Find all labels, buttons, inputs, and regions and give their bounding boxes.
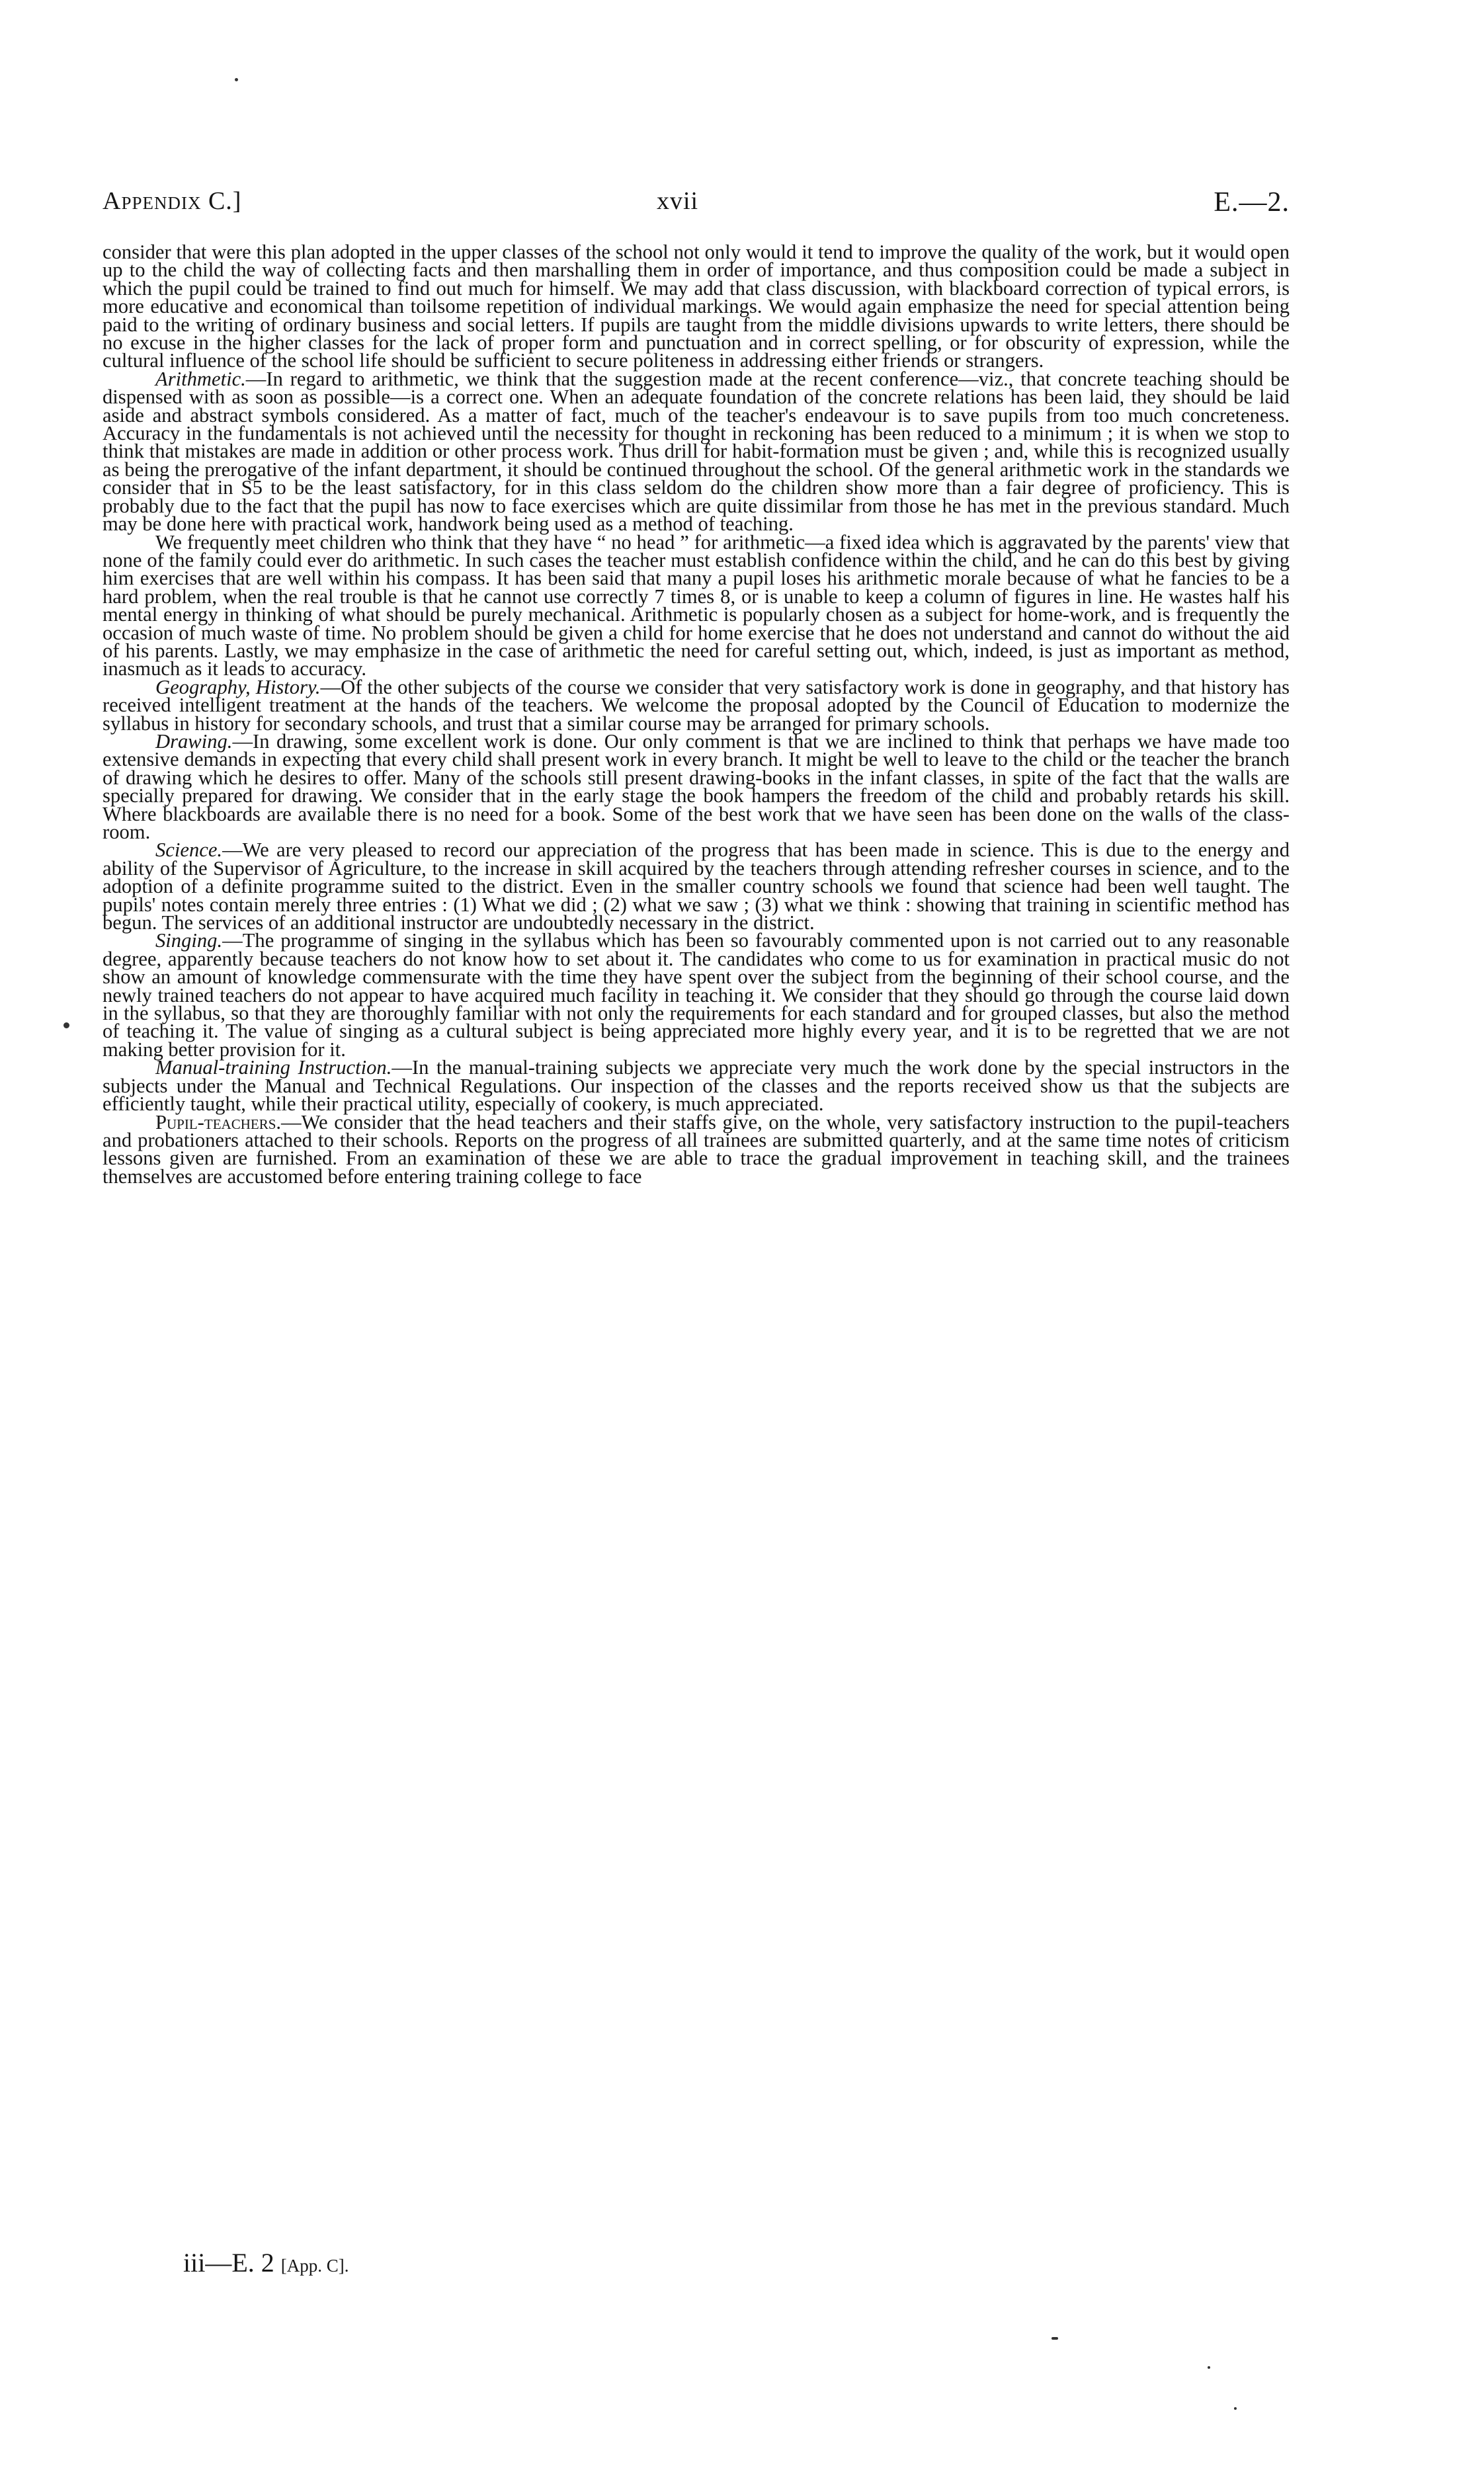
section-heading-manual-training: Manual-training Instruction.: [155, 1056, 392, 1079]
scan-speck: [1051, 2337, 1058, 2340]
paragraph-arithmetic: [103, 367, 1290, 536]
section-heading-geography-history: Geography, History.: [155, 675, 321, 698]
scan-speck: [1208, 2366, 1210, 2369]
section-heading-drawing: Drawing.: [155, 729, 233, 753]
signature-appendix: [App. C].: [280, 2256, 349, 2276]
paragraph-manual-training: [103, 1056, 1290, 1116]
header-report-code: E.—2.: [1214, 187, 1290, 218]
paragraph-text: —We consider that the head teachers and their staffs give, on the whole, very satisfactory instruction to the pupil-teachers and probationers attached to their schools. Reports on the progress of all trainees are submitted quarterly, and at the same time notes of criticism lessons given are furnished. From an examination of these we are able to trace the gradual improvement in teaching skill, and the trainees themselves are accustomed before entering training college to face: [103, 1110, 1290, 1188]
paragraph-geography-history: [103, 675, 1290, 735]
section-heading-singing: Singing.: [155, 929, 223, 952]
paragraph-text: consider that were this plan adopted in the upper classes of the school not only would it tend to improve the quality of the work, but it would open up to the child the way of collecting facts and then marshalling them in order of importance, and thus composition could be made a subject in which the pupil could be trained to find out much for himself. We may add that class discussion, with blackboard correction of typical errors, is more educative and economical than toilsome repetition of individual markings. We would again emphasize the need for special attention being paid to the writing of ordinary business and social letters. If pupils are taught from the middle divisions upwards to write letters, there should be no excuse in the higher classes for the lack of proper form and punctuation and in correct spelling, or for obscurity of expression, while the cultural influence of the school life should be sufficient to secure politeness in addressing either friends or strangers.: [103, 241, 1290, 372]
section-heading-arithmetic: Arithmetic.: [155, 367, 246, 390]
header-page-number: xvii: [657, 187, 699, 215]
body-text: [103, 243, 1290, 1186]
scan-speck: [235, 78, 238, 81]
paragraph-arithmetic-home-work: [103, 530, 1290, 680]
paragraph-text: —In regard to arithmetic, we think that the suggestion made at the recent conference—viz., that concrete teaching should be dispensed with as soon as possible—is a correct one. When an adequate foundation of the concrete relations has been laid, they should be laid aside and abstract symbols considered. As a matter of fact, much of the teacher's endeavour is to save pupils from too much concreteness. Accuracy in the fundamentals is not achieved until the necessity for thought in reckoning has been reduced to a minimum ; it is when we stop to think that mistakes are made in addition or other process work. Thus drill for habit-formation must be given ; and, while this is recognized usually as being the prerogative of the infant department, it should be continued throughout the school. Of the general arithmetic work in the standards we consider that in S5 to be the least satisfactory, for in this class seldom do the children show more than a fair degree of proficiency. This is probably due to the fact that the pupil has now to face exercises which are quite dissimilar from those he has met in the previous standard. Much may be done here with practical work, handwork being used as a method of teaching.: [103, 367, 1290, 536]
scan-speck: [63, 1022, 69, 1028]
signature-mark: iii—E. 2: [183, 2248, 274, 2278]
paragraph-text: —In the manual-training subjects we appreciate very much the work done by the special instructors in the subjects under the Manual and Technical Regulations. Our inspection of the classes and the reports received show us that the subjects are efficiently taught, while their practical utility, especially of cookery, is much appreciated.: [103, 1056, 1290, 1116]
page-header: [103, 186, 1290, 226]
paragraph-composition-continued: [103, 243, 1290, 370]
paragraph-science: [103, 841, 1290, 932]
paragraph-text: —Of the other subjects of the course we consider that very satisfactory work is done in geography, and that history has received intelligent treatment at the hands of the teachers. We welcome the proposal adopted by the Council of Education to modernize the syllabus in history for secondary schools, and trust that a similar course may be arranged for primary schools.: [103, 675, 1290, 735]
section-heading-science: Science.: [155, 839, 223, 862]
section-heading-pupil-teachers: Pupil-teachers.: [155, 1110, 282, 1133]
paragraph-text: —The programme of singing in the syllabus which has been so favourably commented upon is not carried out to any reasonable degree, apparently because teachers do not know how to set about it. The candidates who come to us for examination in practical music do not show an amount of knowledge commensurate with the time they have spent over the subject from the beginning of their school course, and the newly trained teachers do not appear to have acquired much facility in teaching it. We consider that they should go through the course laid down in the syllabus, so that they are thoroughly familiar with not only the requirements for each standard and for grouped classes, but also the method of teaching it. The value of singing as a cultural subject is being appreciated more highly every year, and it is to be regretted that we are not making better provision for it.: [103, 929, 1290, 1061]
paragraph-drawing: [103, 729, 1290, 843]
header-appendix-label: Appendix C.]: [103, 187, 242, 215]
paragraph-singing: [103, 929, 1290, 1061]
paragraph-pupil-teachers: [103, 1110, 1290, 1188]
printer-signature: [183, 2247, 349, 2278]
paragraph-text: —In drawing, some excellent work is done. Our only comment is that we are inclined to think that perhaps we have made too extensive demands in expecting that every child shall present work in every branch. It might be well to leave to the child or the teacher the branch of drawing which he desires to offer. Many of the schools still present drawing-books in the infant classes, in spite of the fact that the walls are specially prepared for drawing. We consider that in the early stage the book hampers the freedom of the child and probably retards his skill. Where blackboards are available there is no need for a book. Some of the best work that we have seen has been done on the walls of the class-room.: [103, 729, 1290, 843]
scan-speck: [1234, 2407, 1237, 2410]
paragraph-text: We frequently meet children who think that they have “ no head ” for arithmetic—a fixed idea which is aggravated by the parents' view that none of the family could ever do arithmetic. In such cases the teacher must establish confidence within the child, and he can do this best by giving him exercises that are well within his compass. It has been said that many a pupil loses his arithmetic morale because of what he fancies to be a hard problem, when the real trouble is that he cannot use correctly 7 times 8, or is unable to keep a column of figures in line. He wastes half his mental energy in thinking of what should be purely mechanical. Arithmetic is popularly chosen as a subject for home-work, and is frequently the occasion of much waste of time. No problem should be given a child for home exercise that he does not understand and cannot do without the aid of his parents. Lastly, we may emphasize in the case of arithmetic the need for careful setting out, which, indeed, is just as important as method, inasmuch as it leads to accuracy.: [103, 530, 1290, 680]
paragraph-text: —We are very pleased to record our appreciation of the progress that has been made in science. This is due to the energy and ability of the Supervisor of Agriculture, to the increase in skill acquired by the teachers through attending refresher courses in science, and to the adoption of a definite programme suited to the district. Even in the smaller country schools we found that science had been well taught. The pupils' notes contain merely three entries : (1) What we did ; (2) what we saw ; (3) what we think : showing that training in scientific method has begun. The services of an additional instructor are undoubtedly necessary in the district.: [103, 839, 1290, 934]
